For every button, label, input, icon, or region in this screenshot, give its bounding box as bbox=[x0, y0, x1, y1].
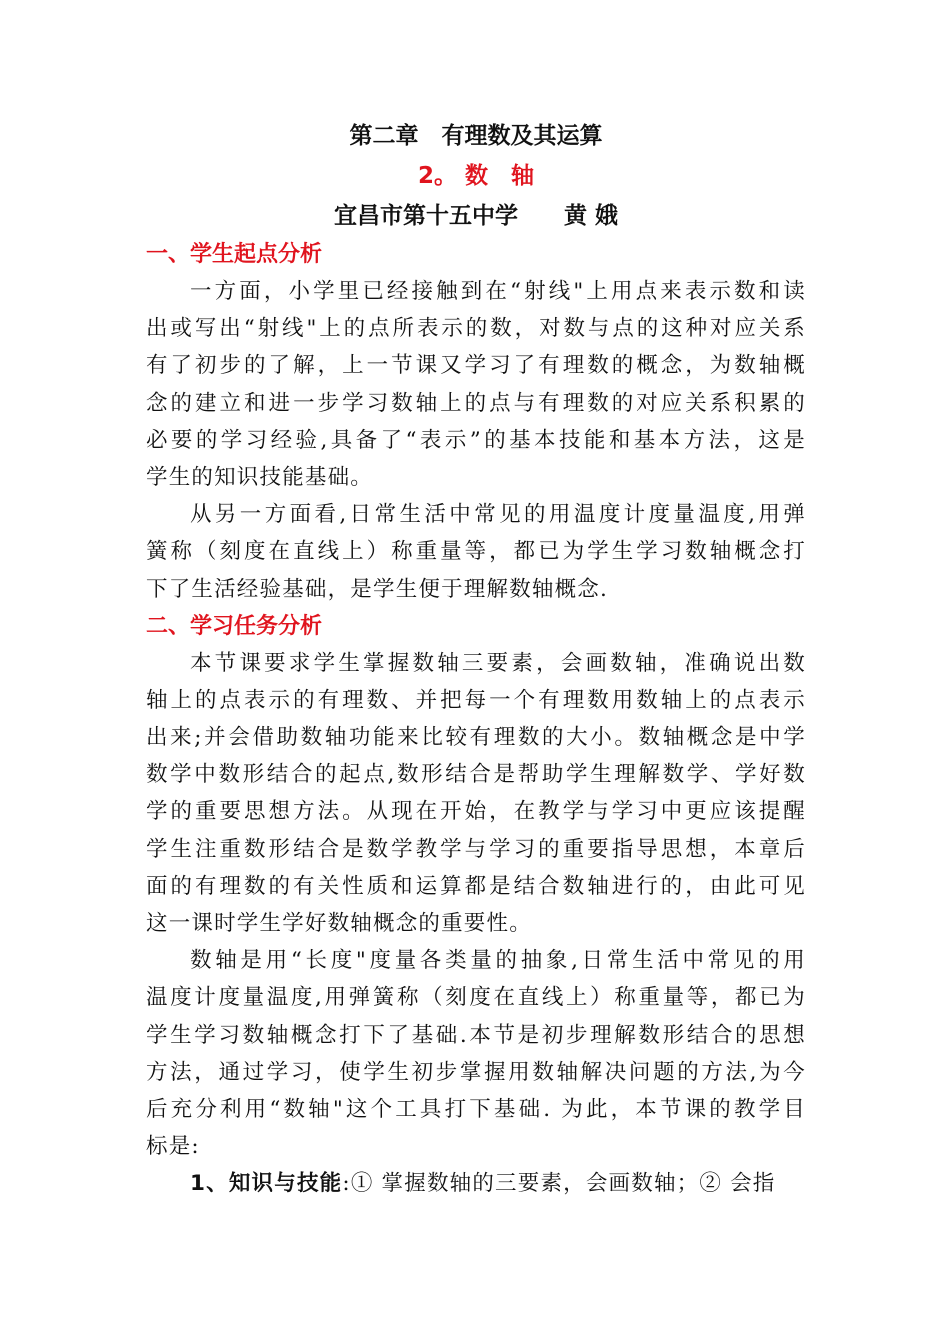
text-line: 簧称（刻度在直线上）称重量等，都已为学生学习数轴概念打 bbox=[146, 539, 806, 565]
goal-item-label: 1、知识与技能 bbox=[190, 1171, 343, 1197]
text-line: 一方面，小学里已经接触到在“射线"上用点来表示数和读 bbox=[190, 279, 806, 304]
text-line: 从另一方面看,日常生活中常见的用温度计度量温度,用弹 bbox=[190, 502, 806, 528]
text-line bbox=[146, 1165, 806, 1202]
text-line: 有了初步的了解，上一节课又学习了有理数的概念，为数轴概 bbox=[146, 353, 806, 379]
text-line: 轴上的点表示的有理数、并把每一个有理数用数轴上的点表示 bbox=[146, 687, 806, 713]
goal-item bbox=[146, 1165, 806, 1202]
text-line: 这一课时学生学好数轴概念的重要性。 bbox=[146, 911, 532, 936]
text-line: 下了生活经验基础，是学生便于理解数轴概念. bbox=[146, 576, 609, 602]
author-line: 宜昌市第十五中学 黄 娥 bbox=[333, 203, 618, 229]
lesson-title: 2。 数 轴 bbox=[417, 163, 534, 189]
goal-item-text: :① 掌握数轴的三要素，会画数轴；② 会指 bbox=[342, 1171, 776, 1197]
text-line: 标是: bbox=[146, 1134, 200, 1160]
text-line: 必要的学习经验,具备了“表示”的基本技能和基本方法，这是 bbox=[146, 427, 806, 453]
text-line: 学生的知识技能基础。 bbox=[146, 464, 374, 490]
text-line: 数轴是用“长度"度量各类量的抽象,日常生活中常见的用 bbox=[190, 948, 806, 974]
text-line: 方法，通过学习，使学生初步掌握用数轴解决问题的方法,为今 bbox=[146, 1059, 806, 1085]
text-line: 出来;并会借助数轴功能来比较有理数的大小。数轴概念是中学 bbox=[146, 725, 806, 751]
text-line: 面的有理数的有关性质和运算都是结合数轴进行的，由此可见 bbox=[146, 873, 806, 899]
paragraph bbox=[146, 496, 806, 608]
paragraph bbox=[146, 645, 806, 943]
text-line: 温度计度量温度,用弹簧称（刻度在直线上）称重量等，都已为 bbox=[146, 985, 806, 1011]
text-line: 学生学习数轴概念打下了基础.本节是初步理解数形结合的思想 bbox=[146, 1022, 806, 1048]
text-line: 出或写出“射线"上的点所表示的数，对数与点的这种对应关系 bbox=[146, 316, 806, 342]
paragraph bbox=[146, 273, 806, 496]
section-heading-student-analysis: 一、学生起点分析 bbox=[146, 242, 323, 267]
section-heading-task-analysis: 二、学习任务分析 bbox=[146, 613, 323, 639]
text-line: 本节课要求学生掌握数轴三要素，会画数轴，准确说出数 bbox=[190, 650, 806, 676]
text-line: 念的建立和进一步学习数轴上的点与有理数的对应关系积累的 bbox=[146, 390, 806, 416]
text-line: 学的重要思想方法。从现在开始，在教学与学习中更应该提醒 bbox=[146, 799, 806, 825]
text-line: 学生注重数形结合是数学教学与学习的重要指导思想，本章后 bbox=[146, 836, 806, 862]
text-line: 数学中数形结合的起点,数形结合是帮助学生理解数学、学好数 bbox=[146, 762, 806, 788]
document-page bbox=[146, 116, 806, 1203]
chapter-title: 第二章 有理数及其运算 bbox=[349, 123, 603, 149]
paragraph bbox=[146, 942, 806, 1165]
text-line: 后充分利用“数轴"这个工具打下基础. 为此，本节课的教学目 bbox=[146, 1096, 806, 1122]
